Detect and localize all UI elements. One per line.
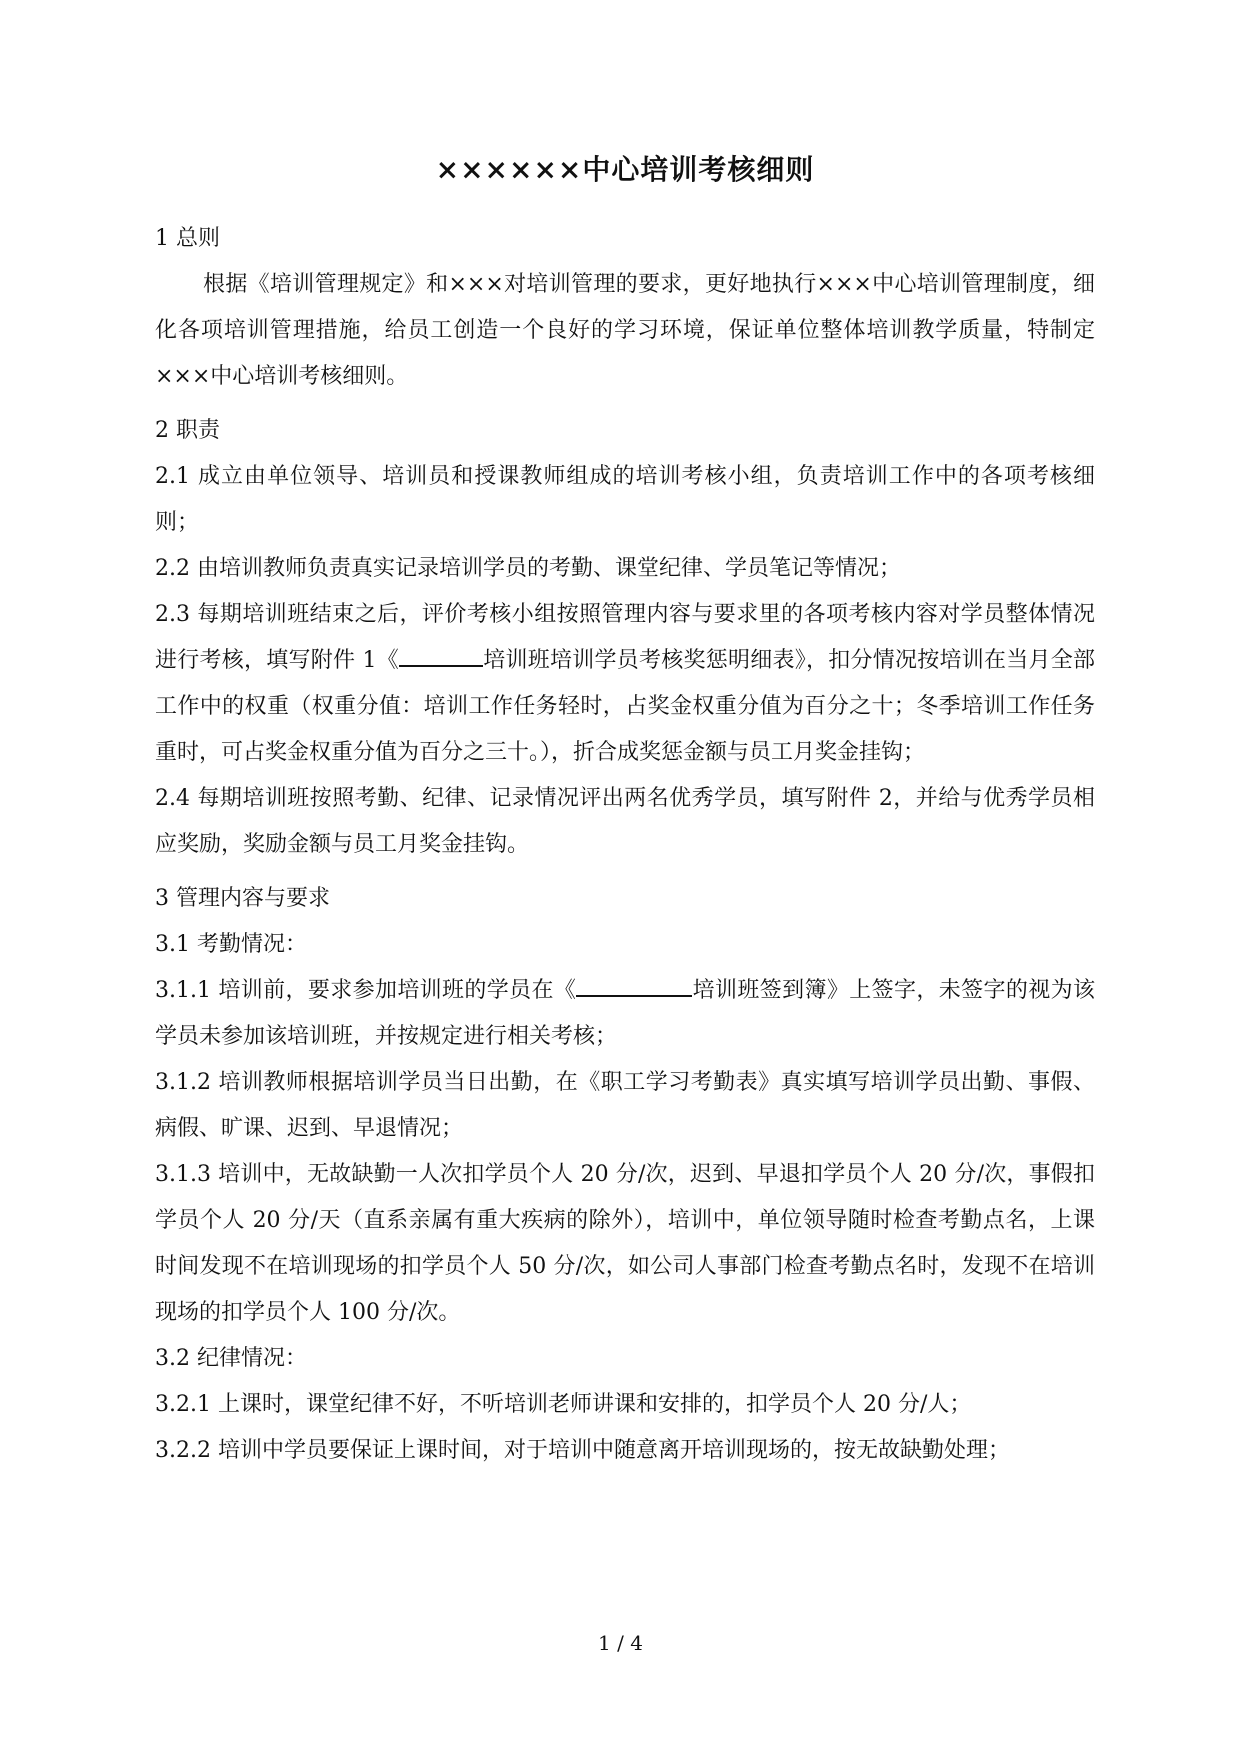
- fill-blank-line: [576, 975, 692, 997]
- section-heading-general: 1 总则: [155, 226, 220, 251]
- document-page: [155, 150, 1095, 1474]
- item-2-2: 2.2 由培训教师负责真实记录培训学员的考勤、课堂纪律、学员笔记等情况；: [155, 556, 901, 581]
- item-3-2-1: 3.2.1 上课时，课堂纪律不好，不听培训老师讲课和安排的，扣学员个人 20 分/人；: [155, 1392, 972, 1417]
- item-3-1-1: [155, 968, 1095, 1060]
- item-2-3-text-b: 培训班培训学员考核奖惩明细表》，扣分情况按培训在当月全部工作中的权重（权重分值：培训工作任务轻时，占奖金权重分值为百分之十；冬季培训工作任务重时，可占奖金权重分值为百分之三十。），折合成奖惩金额与员工月奖金挂钩；: [155, 648, 1095, 765]
- page-number: 1 / 4: [598, 1631, 643, 1655]
- item-2-1: 2.1 成立由单位领导、培训员和授课教师组成的培训考核小组，负责培训工作中的各项考核细则；: [155, 464, 1095, 535]
- item-3-1-1-text-a: 3.1.1 培训前，要求参加培训班的学员在《: [155, 978, 577, 1003]
- paragraph-general: 根据《培训管理规定》和×××对培训管理的要求，更好地执行×××中心培训管理制度，细化各项培训管理措施，给员工创造一个良好的学习环境，保证单位整体培训教学质量，特制定×××中心培训考核细则。: [155, 272, 1095, 389]
- item-3-1-1-text-b: 培训班签到簿》上签字，未签字的视为该学员未参加该培训班，并按规定进行相关考核；: [155, 978, 1095, 1049]
- section-heading-duties: 2 职责: [155, 418, 220, 443]
- item-3-1-3: 3.1.3 培训中，无故缺勤一人次扣学员个人 20 分/次，迟到、早退扣学员个人 20 分/次，事假扣学员个人 20 分/天（直系亲属有重大疾病的除外），培训中，单位领导随时检查考勤点名，上课时间发现不在培训现场的扣学员个人 50 分/次，如公司人事部门检查考勤点名时，发现不在培训现场的扣学员个人 100 分/次。: [155, 1162, 1095, 1325]
- section-heading-management: 3 管理内容与要求: [155, 886, 330, 911]
- fill-blank-line: [399, 645, 483, 667]
- item-3-1: 3.1 考勤情况：: [155, 932, 307, 957]
- document-title: ××××××中心培训考核细则: [435, 153, 815, 186]
- item-3-2: 3.2 纪律情况：: [155, 1346, 307, 1371]
- item-2-4: 2.4 每期培训班按照考勤、纪律、记录情况评出两名优秀学员，填写附件 2，并给与优秀学员相应奖励，奖励金额与员工月奖金挂钩。: [155, 786, 1095, 857]
- item-3-2-2: 3.2.2 培训中学员要保证上课时间，对于培训中随意离开培训现场的，按无故缺勤处理；: [155, 1438, 1010, 1463]
- item-2-3: [155, 592, 1095, 776]
- item-2-3-text-a: 2.3 每期培训班结束之后，评价考核小组按照管理内容与要求里的各项考核内容对学员整体情况进行考核，填写附件 1《: [155, 602, 1095, 673]
- item-3-1-2: 3.1.2 培训教师根据培训学员当日出勤，在《职工学习考勤表》真实填写培训学员出勤、事假、病假、旷课、迟到、早退情况；: [155, 1070, 1095, 1141]
